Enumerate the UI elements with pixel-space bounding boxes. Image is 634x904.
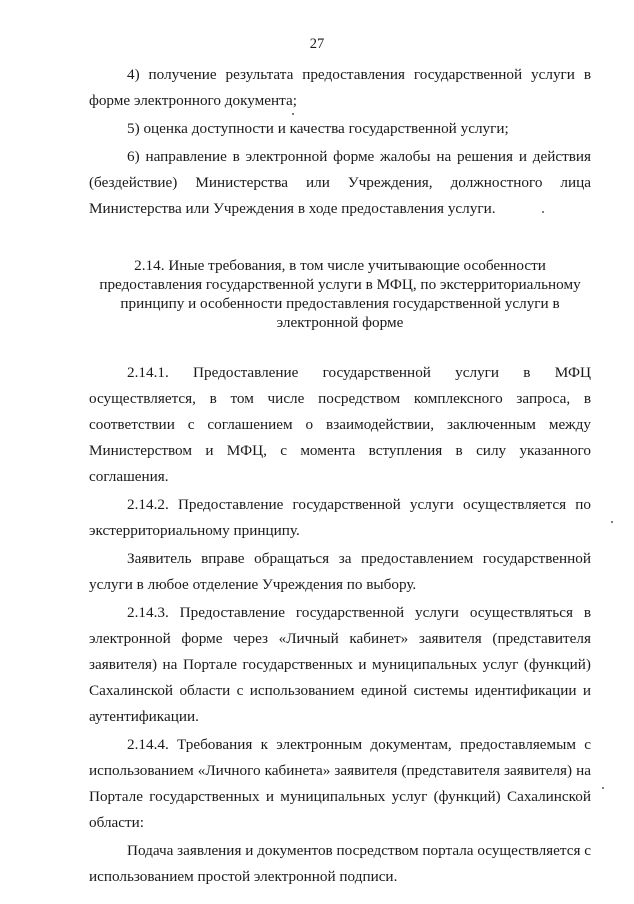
scan-speck [292,113,294,115]
paragraph-submission: Подача заявления и документов посредством портала осуществляется с использованием простой электронной подписи. [89,842,591,885]
paragraph-applicant-right: Заявитель вправе обращаться за предоставлением государственной услуги в любое отделение Учреждения по выбору. [89,550,591,593]
page-number: 27 [309,36,325,52]
paragraph-2-14-2: 2.14.2. Предоставление государственной услуги осуществляется по экстерриториальному принципу. [89,496,591,539]
list-item-5: 5) оценка доступности и качества государственной услуги; [127,120,509,137]
section-heading-line: 2.14. Иные требования, в том числе учитывающие особенности [134,257,546,274]
list-item-6: 6) направление в электронной форме жалобы на решения и действия (бездействие) Министерства или Учреждения, должностного лица Министерства или Учреждения в ходе предоставления услуги. [89,148,591,217]
section-heading [89,256,591,332]
section-heading-line: принципу и особенности предоставления государственной услуги в [120,295,560,312]
scan-speck [542,211,544,213]
scan-speck [602,787,604,789]
scan-speck [611,521,613,523]
list-item-4: 4) получение результата предоставления государственной услуги в форме электронного документа; [89,66,591,109]
paragraph-2-14-3: 2.14.3. Предоставление государственной услуги осуществляться в электронной форме через «Личный кабинет» заявителя (представителя заявителя) на Портале государственных и муниципальных услуг (функций) Сахалинской области с использованием единой системы идентификации и аутентификации. [89,604,591,725]
document-body [89,62,591,890]
paragraph-2-14-1: 2.14.1. Предоставление государственной услуги в МФЦ осуществляется, в том числе посредством комплексного запроса, в соответствии с соглашением о взаимодействии, заключенным между Министерством и МФЦ, с момента вступления в силу указанного соглашения. [89,364,591,485]
section-heading-line: предоставления государственной услуги в МФЦ, по экстерриториальному [99,276,581,293]
paragraph-2-14-4: 2.14.4. Требования к электронным документам, предоставляемым с использованием «Личного кабинета» заявителя (представителя заявителя) на Портале государственных и муниципальных услуг (функций) Сахалинской области: [89,736,591,831]
section-heading-line: электронной форме [276,314,404,331]
